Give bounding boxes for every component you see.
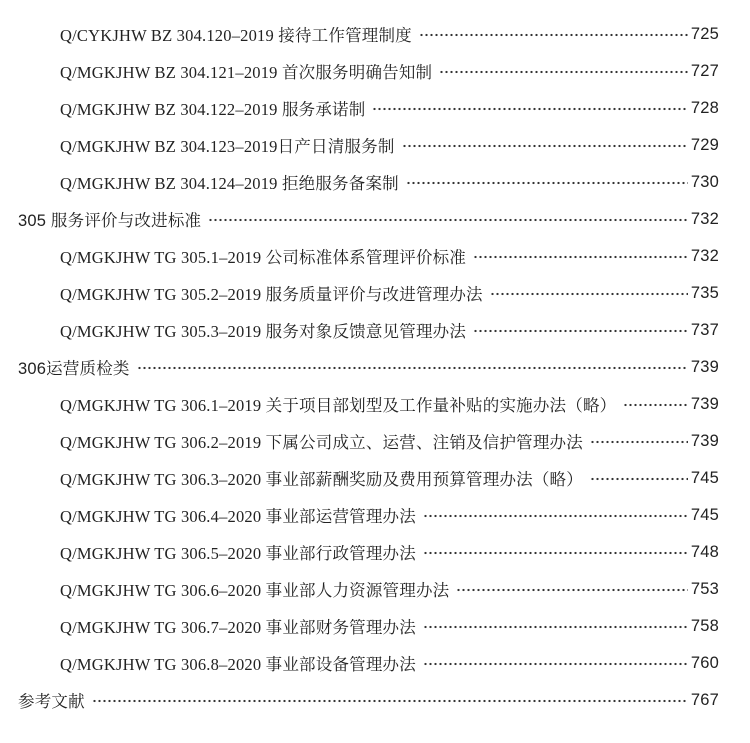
- toc-entry[interactable]: [60, 94, 719, 122]
- dot-leader: [423, 624, 688, 630]
- toc-entry-page-number: 758: [690, 616, 719, 635]
- toc-entry[interactable]: [60, 131, 719, 159]
- toc-entry[interactable]: [60, 316, 719, 344]
- toc-entry-title: Q/MGKJHW TG 306.1–2019 关于项目部划型及工作量补贴的实施办法（略）: [60, 396, 617, 415]
- toc-section-title: 参考文献: [18, 693, 85, 711]
- toc-entry-page-number: 745: [690, 505, 719, 524]
- toc-entry-title: Q/MGKJHW TG 306.8–2020 事业部设备管理办法: [60, 655, 416, 674]
- toc-entry-title: Q/MGKJHW TG 305.1–2019 公司标准体系管理评价标准: [60, 248, 467, 267]
- toc-section-page-number: 732: [690, 209, 719, 228]
- toc-entry-page-number: 739: [690, 394, 719, 413]
- toc-section-page-number: 739: [690, 357, 719, 376]
- toc-section-title: 306运营质检类: [18, 360, 130, 378]
- toc-entry-title: Q/CYKJHW BZ 304.120–2019 接待工作管理制度: [60, 26, 412, 45]
- toc-entry-page-number: 735: [690, 283, 719, 302]
- toc-entry-title: Q/MGKJHW BZ 304.122–2019 服务承诺制: [60, 100, 366, 119]
- toc-entry[interactable]: [60, 575, 719, 603]
- toc-section-page-number: 767: [690, 690, 719, 709]
- toc-entry[interactable]: [60, 538, 719, 566]
- toc-entry-page-number: 727: [690, 61, 719, 80]
- toc-entry[interactable]: [60, 501, 719, 529]
- toc-entry[interactable]: [60, 649, 719, 677]
- dot-leader: [456, 587, 687, 593]
- dot-leader: [473, 254, 688, 260]
- toc-entry[interactable]: [60, 279, 719, 307]
- toc-entry-page-number: 728: [690, 98, 719, 117]
- dot-leader: [423, 550, 688, 556]
- toc-entry-page-number: 729: [690, 135, 719, 154]
- toc-section-title: 305 服务评价与改进标准: [18, 212, 202, 230]
- toc-entry[interactable]: [60, 612, 719, 640]
- toc-entry[interactable]: [60, 427, 719, 455]
- dot-leader: [439, 69, 688, 75]
- toc-entry[interactable]: [60, 464, 719, 492]
- dot-leader: [402, 143, 688, 149]
- toc-entry-title: Q/MGKJHW TG 306.2–2019 下属公司成立、运营、注销及信护管理办法: [60, 433, 583, 452]
- toc-entry-title: Q/MGKJHW TG 306.6–2020 事业部人力资源管理办法: [60, 581, 450, 600]
- toc-entry-page-number: 737: [690, 320, 719, 339]
- dot-leader: [208, 217, 688, 223]
- dot-leader: [423, 513, 688, 519]
- toc-section-heading[interactable]: [18, 686, 719, 714]
- toc-entry-title: Q/MGKJHW BZ 304.123–2019日产日清服务制: [60, 137, 395, 156]
- dot-leader: [372, 106, 687, 112]
- toc-entry-title: Q/MGKJHW BZ 304.121–2019 首次服务明确告知制: [60, 63, 433, 82]
- toc-entry-title: Q/MGKJHW BZ 304.124–2019 拒绝服务备案制: [60, 174, 399, 193]
- dot-leader: [590, 439, 688, 445]
- dot-leader: [623, 402, 687, 408]
- dot-leader: [419, 32, 688, 38]
- dot-leader: [473, 328, 688, 334]
- dot-leader: [423, 661, 688, 667]
- toc-entry-page-number: 732: [690, 246, 719, 265]
- toc-entry-page-number: 739: [690, 431, 719, 450]
- toc-entry-title: Q/MGKJHW TG 306.5–2020 事业部行政管理办法: [60, 544, 416, 563]
- toc-section-heading[interactable]: [18, 353, 719, 381]
- dot-leader: [406, 180, 688, 186]
- toc-entry[interactable]: [60, 57, 719, 85]
- toc-entry-page-number: 730: [690, 172, 719, 191]
- dot-leader: [490, 291, 688, 297]
- toc-entry[interactable]: [60, 168, 719, 196]
- toc-entry-title: Q/MGKJHW TG 306.3–2020 事业部薪酬奖励及费用预算管理办法（略）: [60, 470, 583, 489]
- toc-entry-page-number: 753: [690, 579, 719, 598]
- toc-entry-title: Q/MGKJHW TG 306.4–2020 事业部运营管理办法: [60, 507, 416, 526]
- toc-entry-page-number: 748: [690, 542, 719, 561]
- toc-entry-title: Q/MGKJHW TG 305.2–2019 服务质量评价与改进管理办法: [60, 285, 483, 304]
- toc-entry-page-number: 745: [690, 468, 719, 487]
- toc-entry-page-number: 725: [690, 24, 719, 43]
- toc-section-heading[interactable]: [18, 205, 719, 233]
- dot-leader: [137, 365, 688, 371]
- toc-entry-title: Q/MGKJHW TG 306.7–2020 事业部财务管理办法: [60, 618, 416, 637]
- toc-entry[interactable]: [60, 390, 719, 418]
- toc-entry-page-number: 760: [690, 653, 719, 672]
- toc-entry[interactable]: [60, 20, 719, 48]
- dot-leader: [590, 476, 688, 482]
- toc-entry[interactable]: [60, 242, 719, 270]
- dot-leader: [92, 698, 688, 704]
- toc-entry-title: Q/MGKJHW TG 305.3–2019 服务对象反馈意见管理办法: [60, 322, 467, 341]
